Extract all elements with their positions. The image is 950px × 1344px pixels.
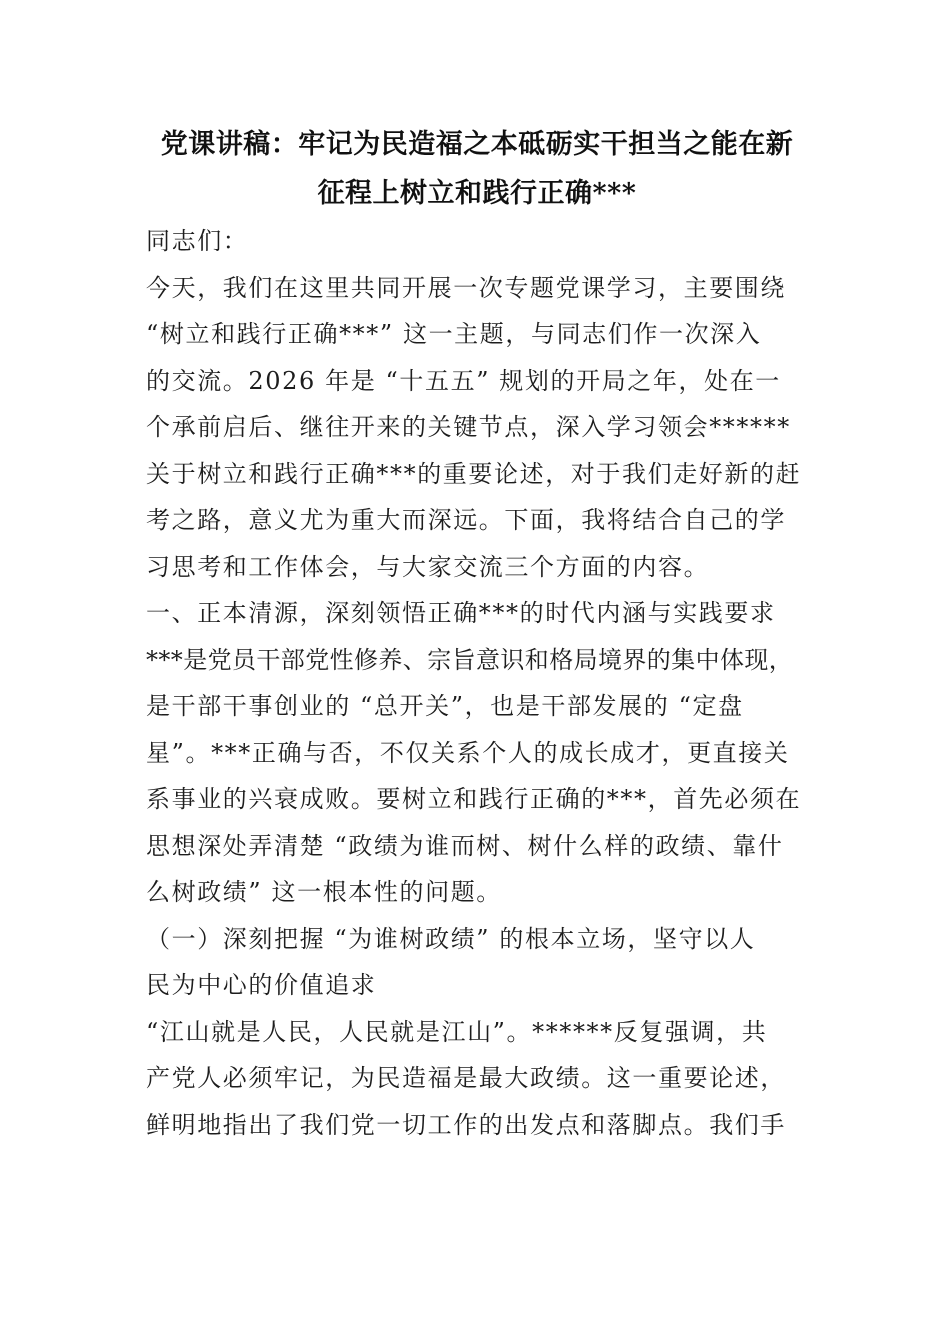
section-heading: 一、正本清源，深刻领悟正确***的时代内涵与实践要求 xyxy=(146,599,776,627)
body-line: 关于树立和践行正确***的重要论述，对于我们走好新的赶 xyxy=(146,459,802,488)
title-line-1: 党课讲稿：牢记为民造福之本砥砺实干担当之能在新 xyxy=(160,129,794,160)
body-line: 鲜明地指出了我们党一切工作的出发点和落脚点。我们手 xyxy=(146,1110,786,1139)
body-line: 思想深处弄清楚 “政绩为谁而树、树什么样的政绩、靠什 xyxy=(146,831,784,860)
body-line: “江山就是人民，人民就是江山”。******反复强调，共 xyxy=(146,1017,768,1046)
body-line: 考之路，意义尤为重大而深远。下面，我将结合自己的学 xyxy=(146,506,786,534)
body-line: 习思考和工作体会，与大家交流三个方面的内容。 xyxy=(146,552,710,581)
body-line: 么树政绩” 这一根本性的问题。 xyxy=(146,878,502,906)
body-line: 今天，我们在这里共同开展一次专题党课学习，主要围绕 xyxy=(146,273,786,302)
subsection-heading: 民为中心的价值追求 xyxy=(146,971,377,999)
body-line: 个承前启后、继往开来的关键节点，深入学习领会****** xyxy=(146,413,791,441)
body-line: 的交流。2026 年是 “十五五” 规划的开局之年，处在一 xyxy=(146,366,781,395)
document-title xyxy=(146,120,808,218)
document-body xyxy=(146,218,808,1148)
body-line: 星”。***正确与否，不仅关系个人的成长成才，更直接关 xyxy=(146,738,790,767)
body-line: 系事业的兴衰成败。要树立和践行正确的***，首先必须在 xyxy=(146,785,802,813)
title-line-2: 征程上树立和践行正确*** xyxy=(317,178,637,209)
body-line: 产党人必须牢记，为民造福是最大政绩。这一重要论述， xyxy=(146,1064,786,1092)
subsection-heading: （一）深刻把握 “为谁树政绩” 的根本立场，坚守以人 xyxy=(146,924,756,953)
document-content xyxy=(146,120,808,1148)
body-line: 是干部干事创业的 “总开关”，也是干部发展的 “定盘 xyxy=(146,692,744,720)
body-line: “树立和践行正确***” 这一主题，与同志们作一次深入 xyxy=(146,320,762,348)
body-line: ***是党员干部党性修养、宗旨意识和格局境界的集中体现， xyxy=(146,645,794,674)
salutation: 同志们： xyxy=(146,227,249,255)
